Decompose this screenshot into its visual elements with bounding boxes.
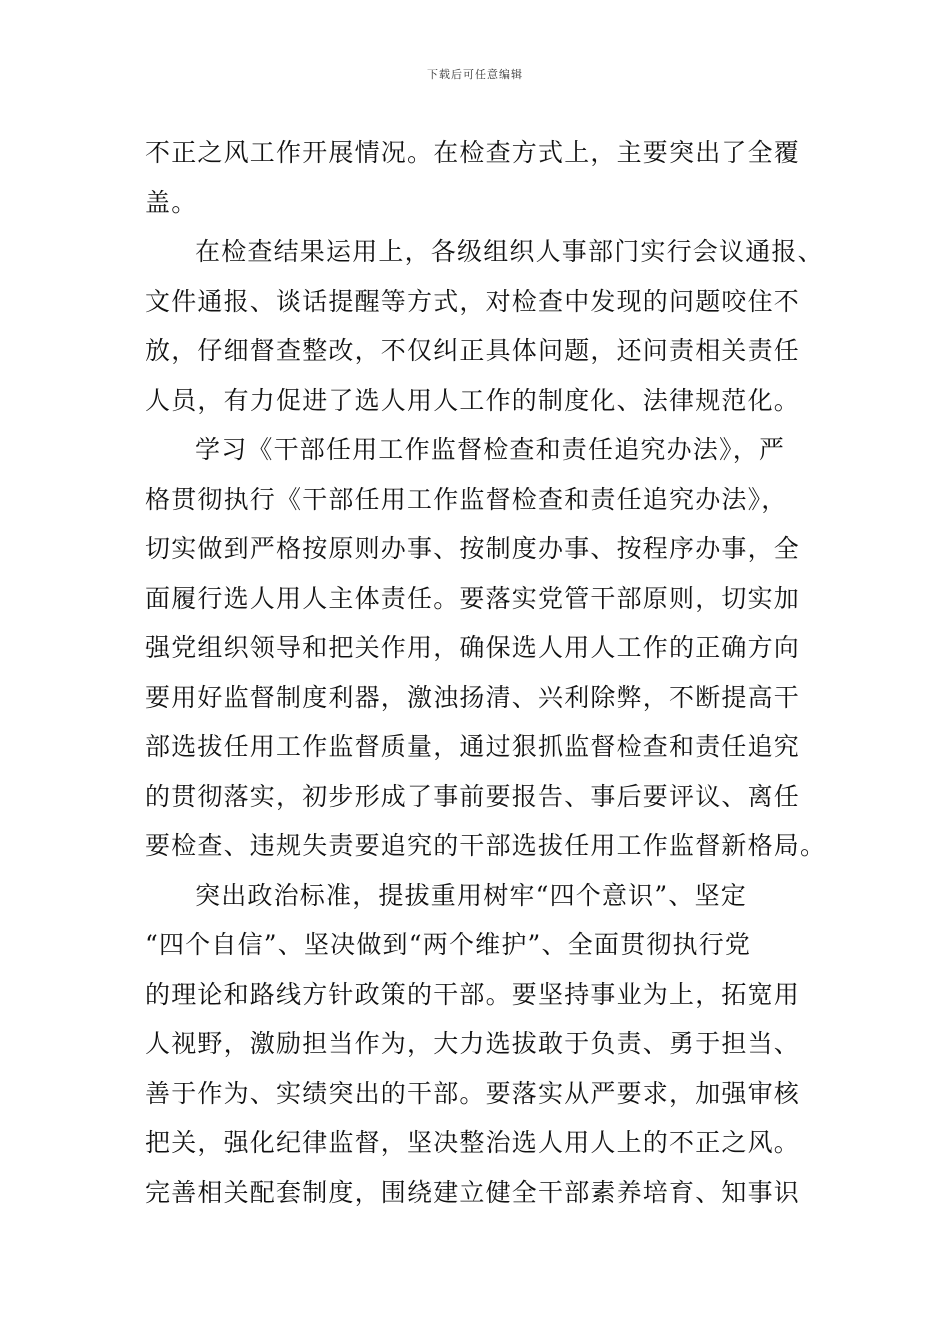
text-line: 人员，有力促进了选人用人工作的制度化、法律规范化。 xyxy=(145,385,801,415)
text-line: 善于作为、实绩突出的干部。要落实从严要求，加强审核 xyxy=(145,1078,801,1108)
text-line: 文件通报、谈话提醒等方式，对检查中发现的问题咬住不 xyxy=(145,286,801,316)
text-line: 突出政治标准，提拔重用树牢“四个意识”、坚定 xyxy=(195,880,747,910)
text-line: 把关，强化纪律监督，坚决整治选人用人上的不正之风。 xyxy=(145,1128,801,1157)
text-line: 学习《干部任用工作监督检查和责任追究办法》，严 xyxy=(195,435,786,464)
header-note: 下载后可任意编辑 xyxy=(427,68,523,81)
text-line: 切实做到严格按原则办事、按制度办事、按程序办事，全 xyxy=(145,534,801,563)
text-line: 不正之风工作开展情况。在检查方式上，主要突出了全覆 xyxy=(145,138,801,167)
text-line: 强党组织领导和把关作用，确保选人用人工作的正确方向 xyxy=(145,633,801,662)
paragraph xyxy=(145,871,815,1218)
paragraph xyxy=(145,128,815,227)
text-line: 在检查结果运用上，各级组织人事部门实行会议通报、 xyxy=(195,237,824,266)
text-line: 放，仔细督查整改，不仅纠正具体问题，还问责相关责任 xyxy=(145,336,801,365)
text-line: 的理论和路线方针政策的干部。要坚持事业为上，拓宽用 xyxy=(145,979,801,1009)
text-line: 盖。 xyxy=(145,187,198,217)
text-line: 面履行选人用人主体责任。要落实党管干部原则，切实加 xyxy=(145,583,801,613)
paragraph xyxy=(145,425,827,871)
text-line: 要用好监督制度利器，激浊扬清、兴利除弊，不断提高干 xyxy=(145,682,801,712)
text-line: 格贯彻执行《干部任用工作监督检查和责任追究办法》， xyxy=(145,484,788,514)
text-line: 的贯彻落实，初步形成了事前要报告、事后要评议、离任 xyxy=(145,781,801,811)
text-line: “四个自信”、坚决做到“两个维护”、全面贯彻执行党 xyxy=(145,930,752,959)
document-body xyxy=(145,128,827,1217)
text-line: 人视野，激励担当作为，大力选拔敢于负责、勇于担当、 xyxy=(145,1029,801,1058)
text-line: 部选拔任用工作监督质量，通过狠抓监督检查和责任追究 xyxy=(145,732,801,761)
text-line: 要检查、违规失责要追究的干部选拔任用工作监督新格局。 xyxy=(145,831,827,860)
paragraph xyxy=(145,227,824,425)
text-line: 完善相关配套制度，围绕建立健全干部素养培育、知事识 xyxy=(145,1177,801,1207)
